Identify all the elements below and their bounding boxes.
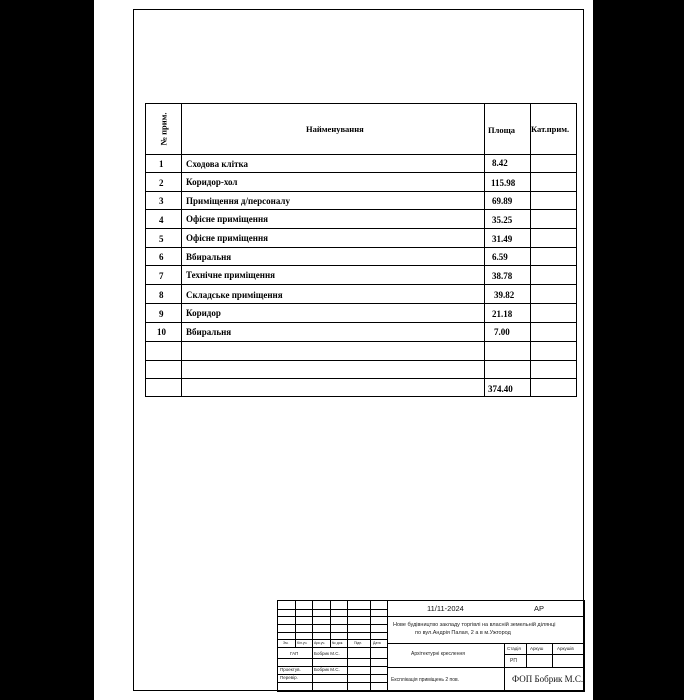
row-area: 21.18 — [492, 309, 513, 319]
grid-line — [278, 609, 387, 610]
row-name: Сходова клітка — [186, 159, 249, 169]
gap-label: ГАП — [290, 651, 299, 656]
grid-line — [278, 624, 387, 625]
col-label-date: Дата — [373, 641, 381, 645]
gap-name: Бобрик М.С. — [314, 651, 340, 656]
grid-line — [370, 601, 371, 691]
column-divider — [530, 104, 531, 396]
grid-line — [387, 667, 584, 668]
grid-line — [526, 643, 527, 667]
row-area: 31.49 — [492, 234, 513, 244]
row-number: 10 — [157, 327, 166, 337]
row-name: Офісне приміщення — [186, 233, 268, 243]
stage-label: Стадія — [507, 646, 521, 651]
header-area: Площа — [488, 125, 516, 135]
grid-line — [552, 643, 553, 667]
row-area: 8.42 — [492, 158, 508, 168]
row-name: Вбиральня — [186, 252, 232, 262]
project-title-line2: по вул.Андрія Палая, 2 а в м.Ужгород — [415, 630, 511, 636]
row-number: 3 — [159, 196, 164, 206]
header-number: № прим. — [158, 112, 169, 146]
col-label-doc: № док. — [332, 641, 344, 645]
stage-value: РП — [510, 658, 517, 664]
grid-line — [278, 647, 387, 648]
grid-line — [387, 616, 584, 617]
grid-line — [504, 654, 584, 655]
row-name: Складське приміщення — [186, 290, 283, 300]
column-divider — [181, 104, 182, 396]
sheets-label: Аркушів — [557, 646, 574, 651]
row-divider — [146, 360, 576, 361]
grid-line — [387, 601, 388, 691]
row-number: 7 — [159, 271, 164, 281]
row-number: 1 — [159, 159, 164, 169]
section-title: Архітектурні креслення — [411, 651, 465, 657]
column-divider — [484, 104, 485, 396]
row-name: Офісне приміщення — [186, 214, 268, 224]
row-name: Технічне приміщення — [186, 270, 276, 280]
col-label-sheet: Арк.уч. — [314, 641, 326, 645]
checker-label: Перевір. — [280, 675, 298, 680]
row-divider — [146, 378, 576, 379]
row-number: 6 — [159, 252, 164, 262]
grid-line — [278, 632, 387, 633]
date: 11/11-2024 — [427, 604, 464, 613]
col-label-sign: Підп. — [354, 641, 363, 645]
row-name: Коридор — [186, 308, 221, 318]
row-name: Коридор-хол — [186, 177, 238, 187]
grid-line — [278, 639, 387, 640]
grid-line — [278, 616, 387, 617]
row-number: 5 — [159, 234, 164, 244]
sheet-label: Аркуш — [530, 646, 544, 651]
col-label-qty: Кіл.уч. — [297, 641, 308, 645]
drawing-code: АР — [534, 604, 545, 613]
row-number: 2 — [159, 178, 164, 188]
row-area: 7.00 — [494, 327, 510, 337]
row-divider — [146, 341, 576, 342]
row-name: Вбиральня — [186, 327, 232, 337]
grid-line — [278, 682, 387, 683]
row-area: 39.82 — [494, 290, 515, 300]
grid-line — [347, 601, 348, 691]
row-area: 6.59 — [492, 252, 508, 262]
row-number: 4 — [159, 215, 164, 225]
project-title-line1: Нове будівництво закладу торгівлі на власній земельній ділянці — [393, 622, 556, 628]
grid-line — [387, 643, 584, 644]
grid-line — [504, 643, 505, 691]
company-name: ФОП Бобрик М.С. — [512, 674, 584, 684]
grid-line — [312, 647, 313, 691]
row-number: 8 — [159, 290, 164, 300]
col-label-change: Зм. — [283, 641, 289, 645]
row-name: Приміщення д/персоналу — [186, 196, 290, 206]
room-schedule-table — [145, 103, 577, 397]
total-area: 374.40 — [488, 384, 513, 394]
row-number: 9 — [159, 309, 164, 319]
row-area: 35.25 — [492, 215, 513, 225]
designer-label: Проектув. — [280, 667, 301, 672]
grid-line — [278, 658, 387, 659]
designer-name: Бобрик М.С. — [314, 667, 340, 672]
row-area: 38.78 — [492, 271, 513, 281]
header-name: Найменування — [306, 124, 364, 134]
row-area: 69.89 — [492, 196, 513, 206]
header-category: Кат.прим. — [531, 124, 570, 134]
sheet-title: Експлікація приміщень 2 пов. — [391, 677, 460, 683]
title-block — [277, 600, 585, 692]
row-area: 115.98 — [491, 178, 516, 188]
